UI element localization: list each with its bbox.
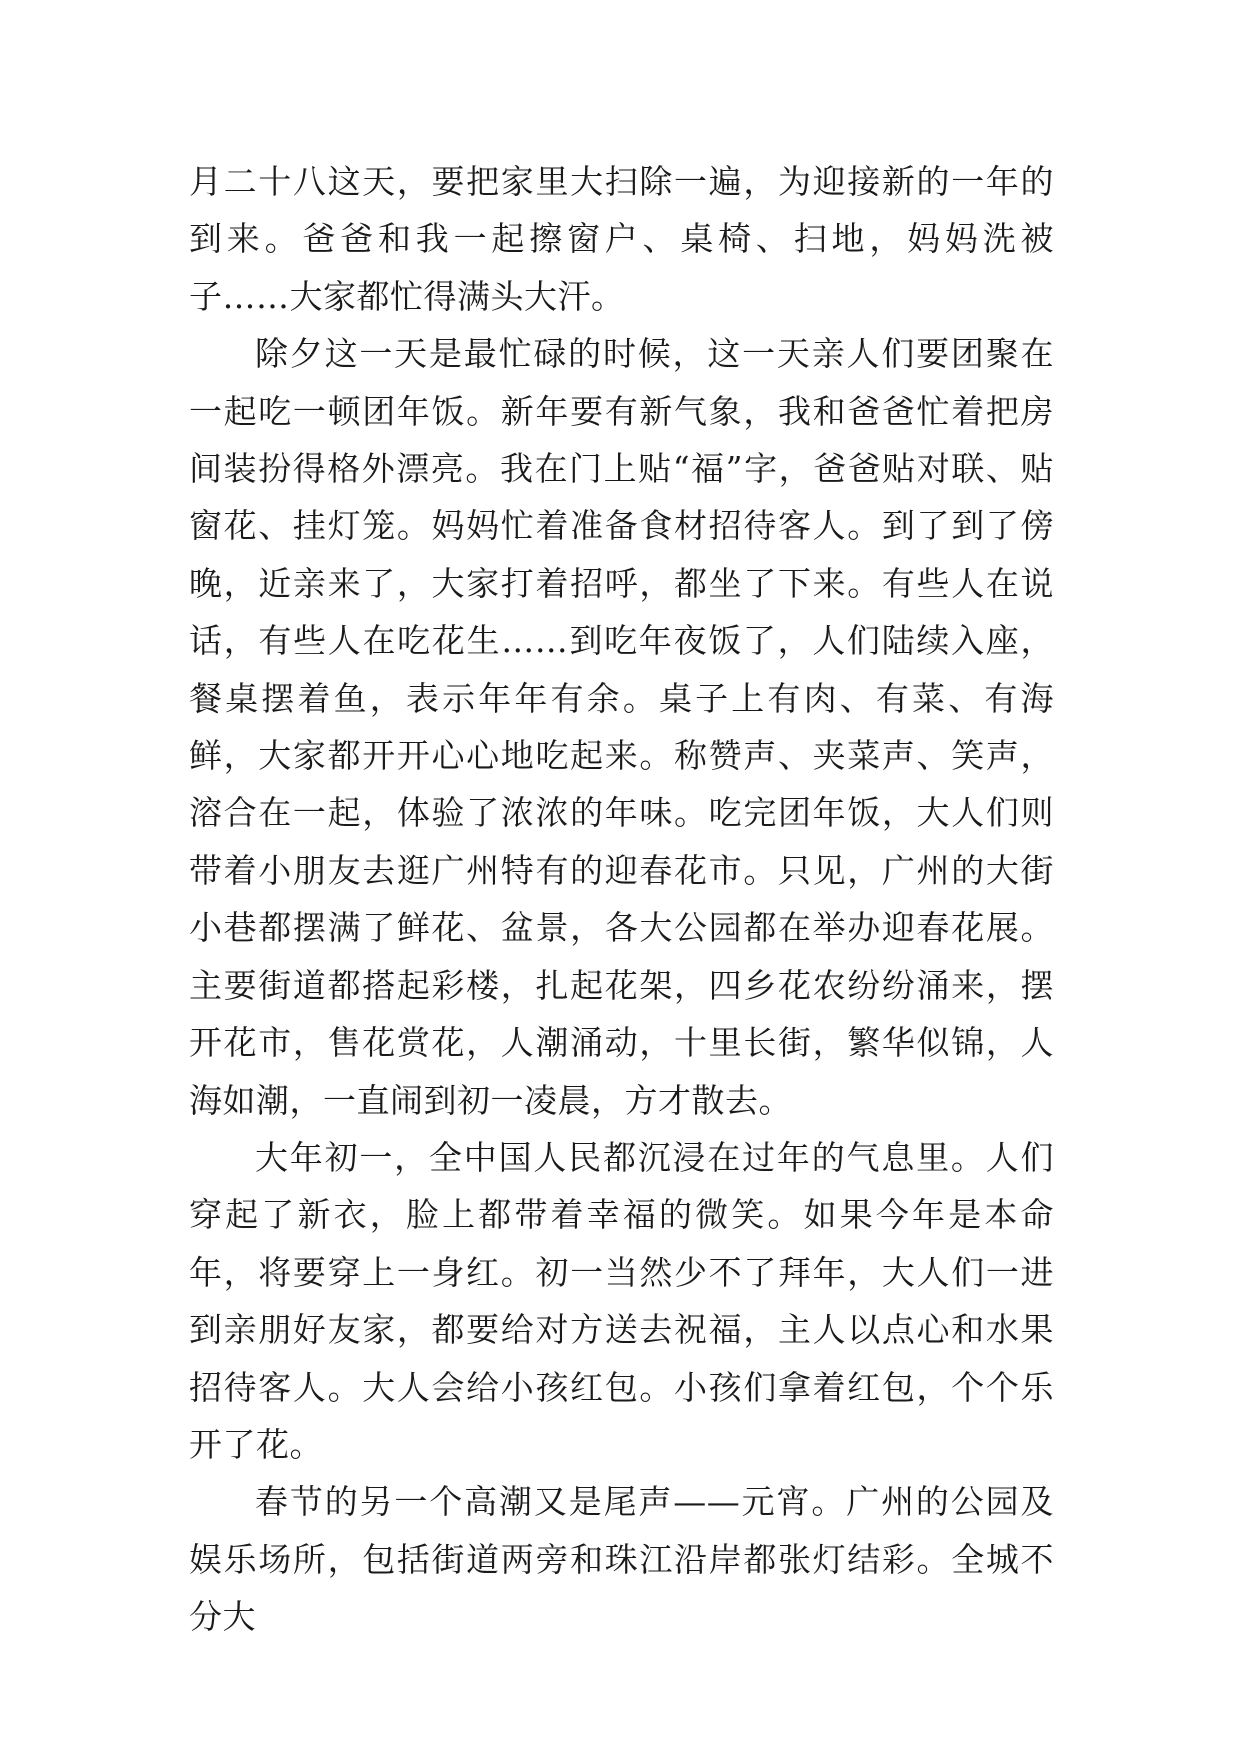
paragraph-lantern-festival: 春节的另一个高潮又是尾声——元宵。广州的公园及娱乐场所，包括街道两旁和珠江沿岸都张灯结彩。全城不分大	[189, 1482, 1054, 1637]
paragraph-new-years-eve: 除夕这一天是最忙碌的时候，这一天亲人们要团聚在一起吃一顿团年饭。新年要有新气象，我和爸爸忙着把房间装扮得格外漂亮。我在门上贴“福”字，爸爸贴对联、贴窗花、挂灯笼。妈妈忙着准备食材招待客人。到了到了傍晚，近亲来了，大家打着招呼，都坐了下来。有些人在说话，有些人在吃花生……到吃年夜饭了，人们陆续入座，餐桌摆着鱼，表示年年有余。桌子上有肉、有菜、有海鲜，大家都开开心心地吃起来。称赞声、夹菜声、笑声，溶合在一起，体验了浓浓的年味。吃完团年饭，大人们则带着小朋友去逛广州特有的迎春花市。只见，广州的大街小巷都摆满了鲜花、盆景，各大公园都在举办迎春花展。主要街道都搭起彩楼，扎起花架，四乡花农纷纷涌来，摆开花市，售花赏花，人潮涌动，十里长街，繁华似锦，人海如潮，一直闹到初一凌晨，方才散去。	[189, 334, 1054, 1120]
essay-body	[189, 153, 1054, 1646]
paragraph-first-day: 大年初一，全中国人民都沉浸在过年的气息里。人们穿起了新衣，脸上都带着幸福的微笑。如果今年是本命年，将要穿上一身红。初一当然少不了拜年，大人们一进到亲朋好友家，都要给对方送去祝福，主人以点心和水果招待客人。大人会给小孩红包。小孩们拿着红包，个个乐开了花。	[189, 1137, 1054, 1464]
paragraph-cleaning: 月二十八这天，要把家里大扫除一遍，为迎接新的一年的到来。爸爸和我一起擦窗户、桌椅、扫地，妈妈洗被子……大家都忙得满头大汗。	[189, 162, 1054, 316]
